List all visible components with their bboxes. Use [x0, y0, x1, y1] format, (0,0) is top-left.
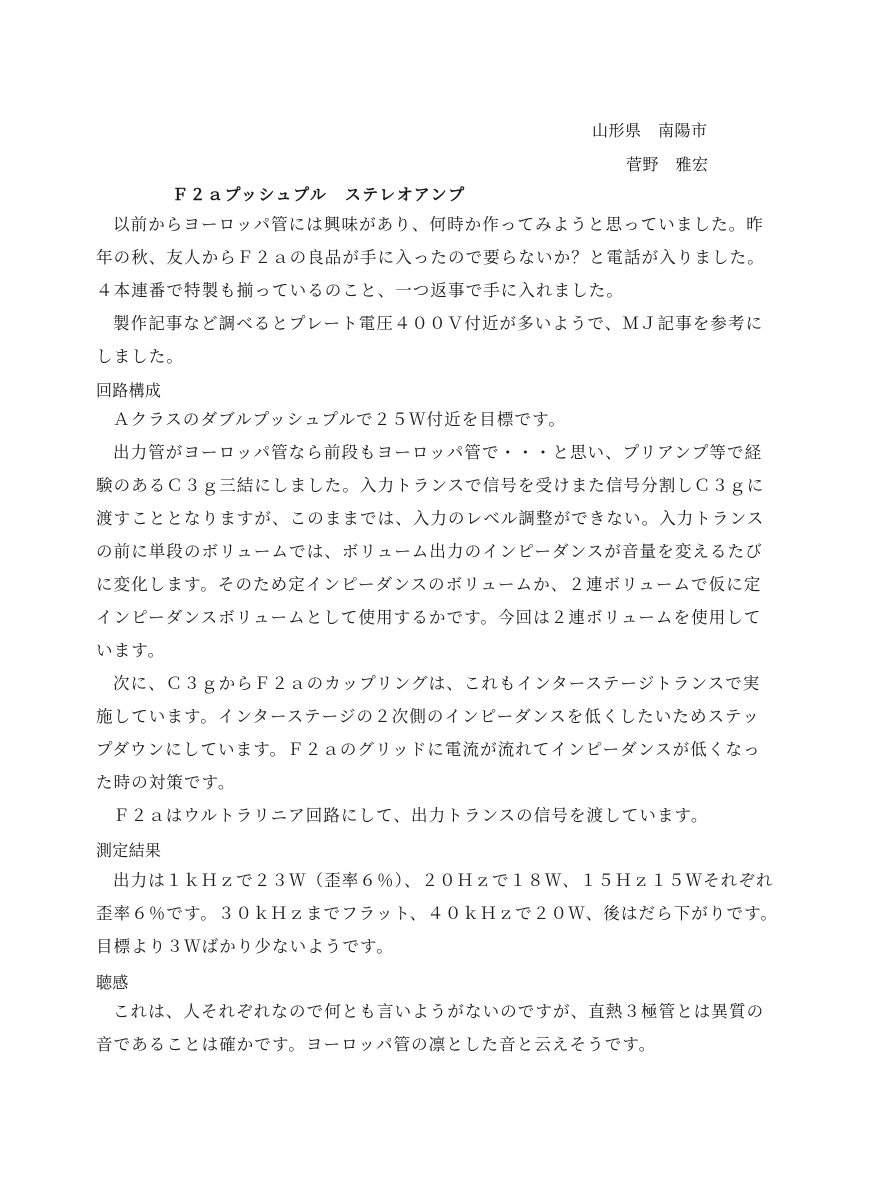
circuit-line: 験のあるＣ３ｇ三結にしました。入力トランスで信号を受けまた信号分割しＣ３ｇに — [96, 476, 765, 495]
circuit-line: 出力管がヨーロッパ管なら前段もヨーロッパ管で・・・と思い、プリアンプ等で経 — [113, 443, 763, 462]
intro-line: しました。 — [96, 347, 184, 366]
section-heading-circuit: 回路構成 — [96, 381, 162, 400]
listening-line: これは、人それぞれなので何とも言いようがないのですが、直熱３極管とは異質の — [113, 1002, 765, 1021]
intro-line: 年の秋、友人からＦ２ａの良品が手に入ったので要らないか？と電話が入りました。 — [96, 248, 765, 267]
circuit-line: 渡すこととなりますが、このままでは、入力のレベル調整ができない。入力トランス — [96, 509, 765, 528]
document-title: Ｆ２ａプッシュプル ステレオアンプ — [172, 185, 466, 204]
circuit-line: Ｆ２ａはウルトラリニア回路にして、出力トランスの信号を渡しています。 — [113, 806, 709, 825]
section-heading-listening: 聴感 — [96, 973, 129, 992]
measurement-line: 目標より３Ｗばかり少ないようです。 — [96, 937, 394, 956]
circuit-line: の前に単段のボリュームでは、ボリューム出力のインピーダンスが音量を変えるたび — [96, 542, 763, 561]
listening-line: 音であることは確かです。ヨーロッパ管の凛とした音と云えそうです。 — [96, 1035, 657, 1054]
measurement-line: 出力は１ｋＨｚで２３Ｗ（歪率６％）、２０Ｈｚで１８Ｗ、１５Ｈｚ１５Ｗそれぞれ — [113, 871, 774, 890]
intro-line: 以前からヨーロッパ管には興味があり、何時か作ってみようと思っていました。昨 — [113, 215, 764, 234]
intro-line: 製作記事など調べるとプレート電圧４００Ｖ付近が多いようで、ＭＪ記事を参考に — [113, 314, 764, 333]
circuit-line: 施しています。インターステージの２次側のインピーダンスを低くしたいためステッ — [96, 707, 761, 726]
circuit-line: インピーダンスボリュームとして使用するかです。今回は２連ボリュームを使用して — [96, 608, 762, 627]
intro-line: ４本連番で特製も揃っているのこと、一つ返事で手に入れました。 — [96, 281, 624, 300]
circuit-line: 次に、Ｃ３ｇからＦ２ａのカップリングは、これもインターステージトランスで実 — [113, 674, 761, 693]
circuit-line: に変化します。そのため定インピーダンスのボリュームか、２連ボリュームで仮に定 — [96, 575, 762, 594]
circuit-line: た時の対策です。 — [96, 773, 236, 792]
author-location: 山形県 南陽市 — [592, 121, 708, 140]
measurement-line: 歪率６％です。３０ｋＨｚまでフラット、４０ｋＨｚで２０Ｗ、後はだら下がりです。 — [96, 904, 778, 923]
section-heading-measurement: 測定結果 — [96, 841, 162, 860]
author-name: 菅野 雅宏 — [626, 155, 709, 174]
circuit-line: プダウンにしています。Ｆ２ａのグリッドに電流が流れてインピーダンスが低くなっ — [96, 740, 761, 759]
circuit-line: います。 — [96, 641, 166, 660]
circuit-line: Ａクラスのダブルプッシュプルで２５Ｗ付近を目標です。 — [113, 410, 566, 429]
